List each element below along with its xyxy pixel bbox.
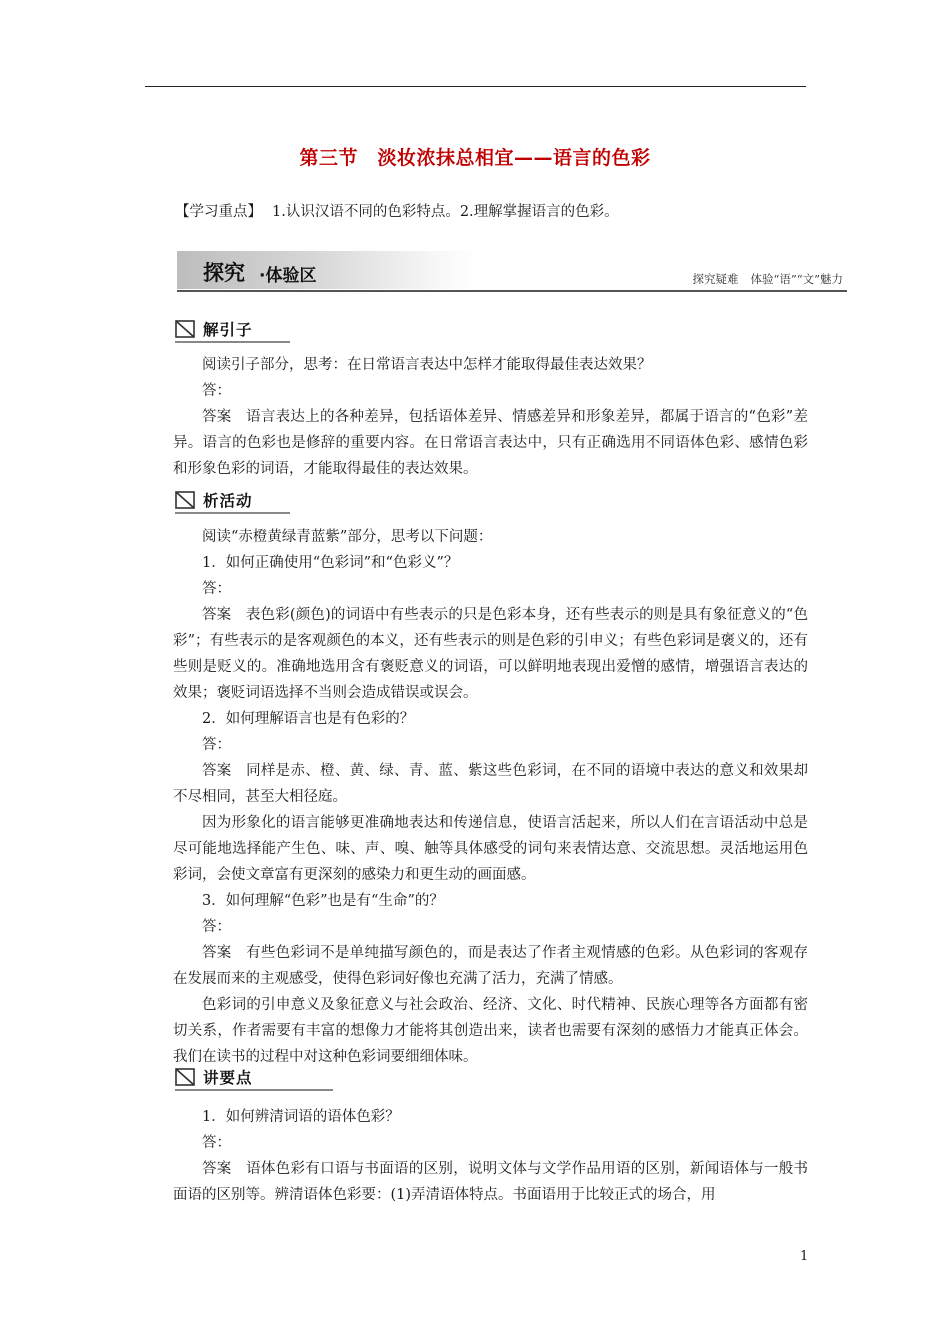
- answer-paragraph: 色彩词的引申意义及象征意义与社会政治、经济、文化、时代精神、民族心理等各方面都有密切关系，作者需要有丰富的想像力才能将其创造出来，读者也需要有深刻的感悟力才能真正体会。我们在读书的过程中对这种色彩词要细细体味。: [173, 997, 808, 1065]
- answer-label: 答：: [202, 383, 231, 399]
- learning-focus-text: 1.认识汉语不同的色彩特点。2.理解掌握语言的色彩。: [272, 204, 619, 220]
- answer-text: 语体色彩有口语与书面语的区别，说明文体与文学作品用语的区别，新闻语体与一般书面语的区别等。辨清语体色彩要：(1)弄清语体特点。书面语用于比较正式的场合，用: [173, 1161, 809, 1203]
- answer-lead: 答案: [202, 409, 232, 425]
- answer-label: 答：: [202, 737, 231, 753]
- question: 1．如何正确使用“色彩词”和“色彩义”？: [202, 555, 459, 571]
- section-heading-underline: [175, 512, 290, 514]
- answer-label: 答：: [202, 919, 231, 935]
- explore-banner: [177, 251, 847, 293]
- banner-underline: [177, 290, 847, 292]
- section-heading-label: 析活动: [203, 492, 253, 510]
- diagonal-box-icon: [175, 1068, 195, 1086]
- answer-paragraph: [173, 940, 808, 992]
- diagonal-box-icon: [175, 320, 195, 338]
- answer-paragraph: 因为形象化的语言能够更准确地表达和传递信息，使语言活起来，所以人们在言语活动中总是尽可能地选择能产生色、味、声、嗅、触等具体感受的词句来表情达意、交流思想。灵活地运用色彩词，会使文章富有更深刻的感染力和更生动的画面感。: [173, 815, 808, 883]
- header-rule: [145, 86, 806, 87]
- section-heading-keypoints: [175, 1065, 333, 1089]
- answer-lead: 答案: [202, 607, 232, 623]
- question: 1．如何辨清词语的语体色彩？: [202, 1109, 400, 1125]
- answer-paragraph: [173, 602, 808, 706]
- question: 3．如何理解“色彩”也是有“生命”的？: [202, 893, 444, 909]
- answer-text: 有些色彩词不是单纯描写颜色的，而是表达了作者主观情感的色彩。从色彩词的客观存在发展而来的主观感受，使得色彩词好像也充满了活力，充满了情感。: [173, 945, 809, 987]
- activity-intro: 阅读“赤橙黄绿青蓝紫”部分，思考以下问题：: [202, 529, 493, 545]
- diagonal-box-icon: [175, 491, 195, 509]
- banner-right-1: 探究疑难: [692, 272, 739, 286]
- page-title: 第三节 淡妆浓抹总相宜——语言的色彩: [299, 147, 651, 169]
- answer-paragraph: [173, 1156, 808, 1208]
- question: 2．如何理解语言也是有色彩的？: [202, 711, 415, 727]
- section-heading-label: 解引子: [203, 321, 253, 339]
- answer-lead: 答案: [202, 763, 232, 779]
- section-heading-intro: [175, 317, 290, 341]
- section-heading-underline: [175, 341, 290, 343]
- answer-label: 答：: [202, 581, 231, 597]
- answer-paragraph: [173, 404, 808, 482]
- learning-focus: [175, 200, 619, 221]
- section-heading-activity: [175, 488, 290, 512]
- banner-main: 探究: [203, 261, 245, 285]
- section-heading-underline: [175, 1089, 333, 1091]
- learning-focus-tag: 【学习重点】: [175, 204, 262, 220]
- section-heading-label: 讲要点: [203, 1069, 253, 1087]
- answer-lead: 答案: [202, 1161, 232, 1177]
- banner-right-2: 体验“语”“文”魅力: [750, 272, 843, 286]
- answer-lead: 答案: [202, 945, 232, 961]
- banner-subtitle: [692, 271, 843, 287]
- answer-paragraph: [173, 758, 808, 810]
- question: 阅读引子部分，思考：在日常语言表达中怎样才能取得最佳表达效果？: [202, 357, 652, 373]
- answer-label: 答：: [202, 1135, 231, 1151]
- answer-text: 语言表达上的各种差异，包括语体差异、情感差异和形象差异，都属于语言的“色彩”差异。语言的色彩也是修辞的重要内容。在日常语言表达中，只有正确选用不同语体色彩、感情色彩和形象色彩的词语，才能取得最佳的表达效果。: [173, 409, 808, 477]
- answer-text: 表色彩(颜色)的词语中有些表示的只是色彩本身，还有些表示的则是具有象征意义的“色彩”；有些表示的是客观颜色的本义，还有些表示的则是色彩的引申义；有些色彩词是褒义的，还有些则是贬义的。准确地选用含有褒贬意义的词语，可以鲜明地表现出爱憎的感情，增强语言表达的效果；褒贬词语选择不当则会造成错误或误会。: [173, 607, 808, 701]
- page-number: 1: [800, 1249, 809, 1264]
- banner-sub: ·体验区: [259, 266, 317, 286]
- answer-text: 同样是赤、橙、黄、绿、青、蓝、紫这些色彩词，在不同的语境中表达的意义和效果却不尽相同，甚至大相径庭。: [173, 763, 809, 805]
